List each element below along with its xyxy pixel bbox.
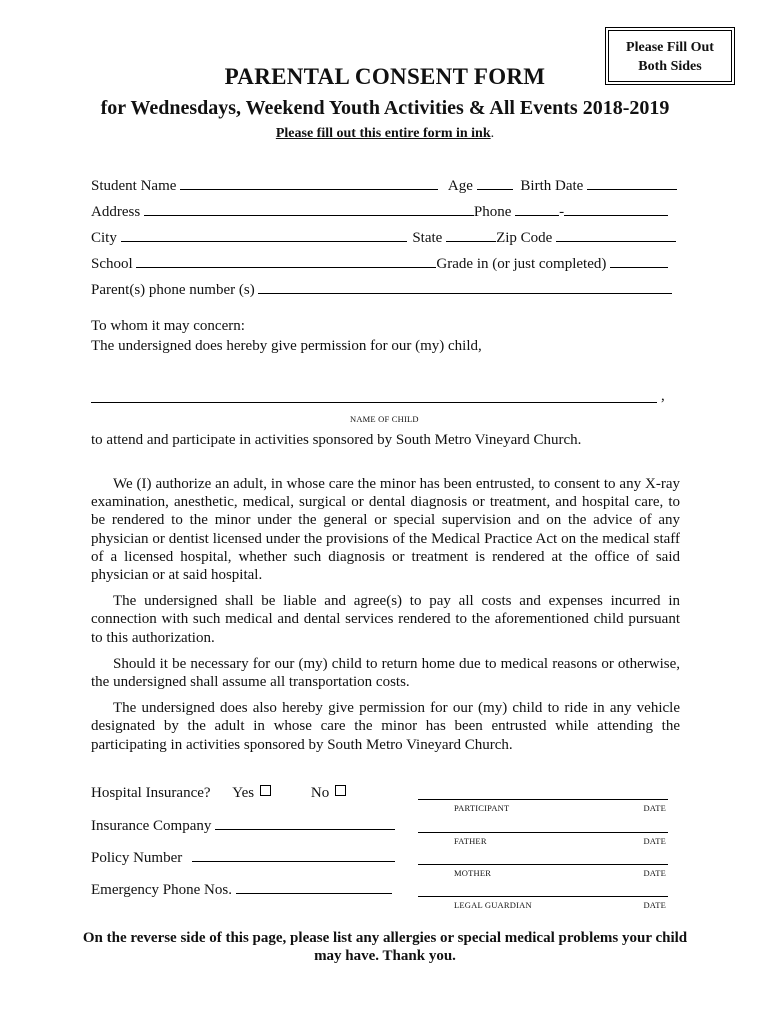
form-title: PARENTAL CONSENT FORM bbox=[224, 64, 546, 89]
parent-phone-label: Parent(s) phone number (s) bbox=[91, 282, 255, 298]
legal-guardian-signature-line[interactable] bbox=[418, 896, 668, 913]
mother-signature-line[interactable] bbox=[418, 864, 668, 881]
emergency-phone-field[interactable] bbox=[236, 881, 392, 894]
transportation-paragraph: Should it be necessary for our (my) child to return home due to medical reasons or otherwise, the undersigned shall assume all transportation costs. bbox=[91, 655, 680, 691]
instruction-text: Please fill out this entire form in ink bbox=[275, 126, 491, 141]
no-label: No bbox=[310, 785, 330, 801]
school-field[interactable] bbox=[136, 255, 436, 268]
vehicle-permission-paragraph: The undersigned does also hereby give permission for our (my) child to ride in any vehicle designated by the adult in whose care the minor has been entrusted while attending the participating in activities sponsored by South Metro Vineyard Church. bbox=[91, 700, 680, 753]
salutation: To whom it may concern: bbox=[91, 318, 245, 334]
form-subtitle: for Wednesdays, Weekend Youth Activities & All Events 2018-2019 bbox=[100, 97, 670, 119]
reverse-side-period: . bbox=[452, 948, 456, 964]
school-label: School bbox=[91, 256, 133, 272]
child-name-field[interactable] bbox=[91, 402, 657, 403]
phone-area-field[interactable] bbox=[515, 203, 559, 216]
legal-guardian-date-label: DATE bbox=[643, 900, 666, 910]
age-label: Age bbox=[447, 178, 473, 194]
age-field[interactable] bbox=[477, 177, 513, 190]
student-name-row bbox=[91, 177, 691, 195]
city-row bbox=[91, 229, 691, 247]
child-name-comma: , bbox=[661, 388, 665, 404]
no-checkbox[interactable] bbox=[335, 785, 346, 796]
father-date-label: DATE bbox=[643, 836, 666, 846]
birth-date-field[interactable] bbox=[587, 177, 677, 190]
hospital-insurance-label: Hospital Insurance? bbox=[91, 785, 211, 801]
student-name-label: Student Name bbox=[91, 178, 177, 194]
authorization-paragraphs bbox=[91, 475, 680, 762]
participant-signature-line[interactable] bbox=[418, 799, 668, 816]
emergency-phone-label: Emergency Phone Nos. bbox=[91, 882, 232, 898]
school-row bbox=[91, 255, 691, 273]
address-label: Address bbox=[91, 204, 141, 220]
reverse-side-note bbox=[80, 929, 690, 965]
city-field[interactable] bbox=[121, 229, 407, 242]
father-signature-line[interactable] bbox=[418, 832, 668, 849]
student-name-field[interactable] bbox=[180, 177, 438, 190]
notice-line-1: Please Fill Out bbox=[626, 40, 714, 55]
yes-label: Yes bbox=[232, 785, 255, 801]
name-of-child-caption: NAME OF CHILD bbox=[350, 414, 419, 424]
address-field[interactable] bbox=[144, 203, 474, 216]
address-row bbox=[91, 203, 691, 221]
legal-guardian-label: LEGAL GUARDIAN bbox=[454, 900, 532, 910]
zip-label: Zip Code bbox=[496, 230, 553, 246]
zip-field[interactable] bbox=[556, 229, 676, 242]
city-label: City bbox=[91, 230, 117, 246]
yes-checkbox[interactable] bbox=[260, 785, 271, 796]
instruction-period: . bbox=[490, 126, 495, 141]
parent-phone-field[interactable] bbox=[258, 281, 672, 294]
insurance-company-label: Insurance Company bbox=[91, 818, 212, 834]
state-field[interactable] bbox=[446, 229, 496, 242]
policy-number-field[interactable] bbox=[192, 849, 395, 862]
medical-consent-paragraph: We (I) authorize an adult, in whose care the minor has been entrusted, to consent to any X-ray examination, anesthetic, medical, surgical or dental diagnosis or treatment, and hospital care, to be rendered to the minor under the general or special supervision and on the advice of any physician or dentist licensed under the provisions of the Medical Practice Act on the medical staff of a licensed hospital, whether such diagnosis or treatment is rendered at the office of said physician or at said hospital. bbox=[91, 476, 680, 584]
participant-date-label: DATE bbox=[643, 803, 666, 813]
state-label: State bbox=[412, 230, 443, 246]
reverse-side-text: On the reverse side of this page, please list any allergies or special medical problems your child may have. Thank you bbox=[82, 930, 688, 964]
grade-label: Grade in (or just completed) bbox=[436, 256, 607, 272]
parent-phone-row bbox=[91, 281, 691, 299]
birth-date-label: Birth Date bbox=[520, 178, 584, 194]
permission-statement: The undersigned does hereby give permission for our (my) child, bbox=[91, 338, 482, 354]
liability-paragraph: The undersigned shall be liable and agree(s) to pay all costs and expenses incurred in connection with such medical and dental services rendered to the aforementioned child pursuant to this authorization. bbox=[91, 593, 680, 646]
policy-number-label: Policy Number bbox=[91, 850, 183, 866]
mother-date-label: DATE bbox=[643, 868, 666, 878]
participant-label: PARTICIPANT bbox=[454, 803, 510, 813]
grade-field[interactable] bbox=[610, 255, 668, 268]
father-label: FATHER bbox=[454, 836, 487, 846]
insurance-company-field[interactable] bbox=[215, 817, 395, 830]
phone-label: Phone bbox=[473, 204, 512, 220]
attend-statement: to attend and participate in activities sponsored by South Metro Vineyard Church. bbox=[91, 432, 582, 448]
form-instruction bbox=[0, 126, 770, 142]
notice-line-2: Both Sides bbox=[638, 59, 702, 74]
phone-separator: - bbox=[559, 204, 565, 220]
mother-label: MOTHER bbox=[454, 868, 492, 878]
phone-number-field[interactable] bbox=[564, 203, 668, 216]
